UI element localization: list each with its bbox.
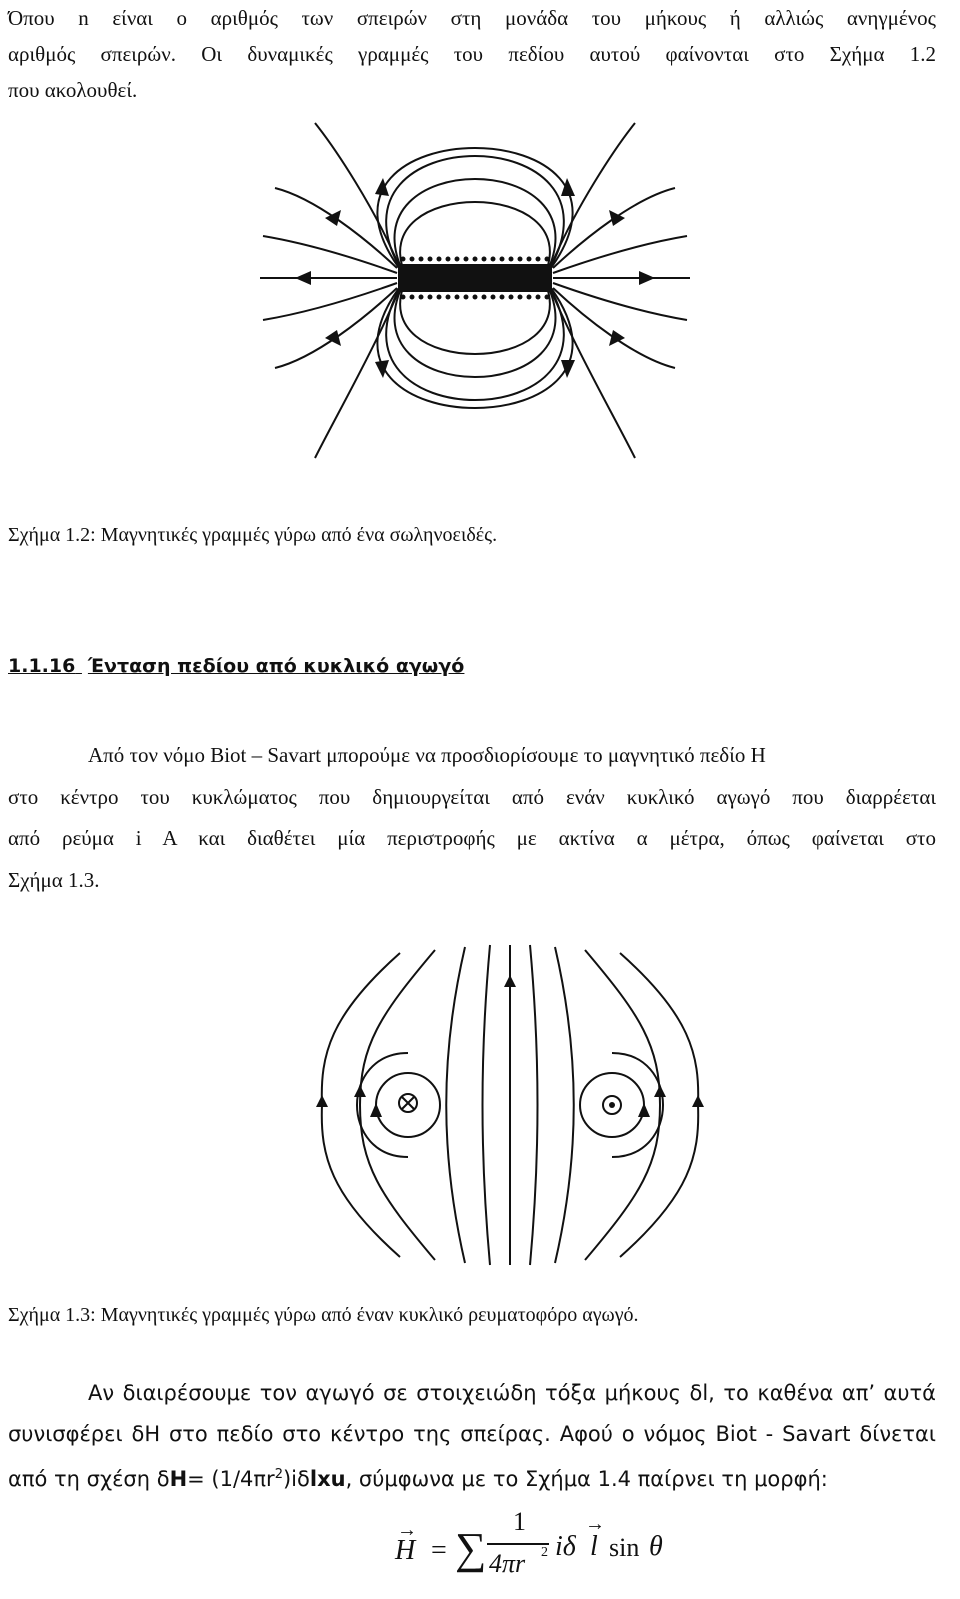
- p3-sup: 2: [274, 1467, 283, 1482]
- section-heading: [8, 655, 464, 677]
- figure1-caption: Σχήμα 1.2: Μαγνητικές γραμμές γύρω από ένα σωληνοειδές.: [8, 524, 498, 546]
- eq-fraction-bar: [487, 1543, 549, 1545]
- loop-field-lines-diagram: [300, 935, 720, 1275]
- p3-text-c: = (1/4πr: [187, 1467, 275, 1491]
- eq-theta: θ: [649, 1531, 663, 1562]
- paragraph2-line2: στο κέντρο του κυκλώματος που δημιουργείται από ενάν κυκλικό αγωγό που διαρρέεται: [8, 785, 936, 809]
- paragraph3-line2: συνισφέρει δΗ στο πεδίο στο κέντρο της σπείρας. Αφού ο νόμος Biot - Savart δίνεται: [8, 1422, 936, 1446]
- p3-text-d: )iδ: [282, 1467, 310, 1491]
- eq-denominator: 4πr: [489, 1549, 526, 1578]
- section-title: Ένταση πεδίου από κυκλικό αγωγό: [87, 655, 465, 677]
- paragraph1-line2: αριθμός σπειρών. Οι δυναμικές γραμμές του πεδίου αυτού φαίνονται στο Σχήμα 1.2: [8, 42, 936, 66]
- biot-savart-equation: [395, 1505, 695, 1595]
- p3-text-a: από τη σχέση δ: [8, 1467, 170, 1491]
- eq-lhs-arrow: →: [397, 1519, 417, 1541]
- paragraph3-line3: [8, 1464, 828, 1490]
- solenoid-field-lines-diagram: [255, 118, 695, 478]
- p3-bold-lxu: lxu: [309, 1467, 346, 1491]
- eq-lhs: H: [395, 1535, 416, 1566]
- loop-figure: [300, 935, 720, 1275]
- eq-vec-l: l: [590, 1531, 598, 1562]
- solenoid-figure: [255, 118, 695, 478]
- p3-text-f: , σύμφωνα με το Σχήμα 1.4 παίρνει τη μορφή:: [345, 1467, 828, 1491]
- paragraph2-line3: από ρεύμα i A και διαθέτει μία περιστροφής με ακτίνα α μέτρα, όπως φαίνεται στο: [8, 826, 936, 850]
- paragraph1-line3: που ακολουθεί.: [8, 78, 138, 102]
- eq-sin: sin: [609, 1533, 640, 1562]
- section-number: 1.1.16: [8, 655, 76, 677]
- eq-sum: ∑: [455, 1524, 487, 1573]
- eq-equals: =: [431, 1535, 447, 1566]
- paragraph2-line1: Από τον νόμο Biot – Savart μπορούμε να προσδιορίσουμε το μαγνητικό πεδίο Η: [88, 743, 766, 767]
- eq-l-arrow: →: [585, 1513, 605, 1535]
- paragraph3-line1: Αν διαιρέσουμε τον αγωγό σε στοιχειώδη τόξα μήκους δl, το καθένα απ’ αυτά: [88, 1381, 936, 1405]
- paragraph2-line4: Σχήμα 1.3.: [8, 868, 100, 892]
- paragraph1-line1: Όπου n είναι ο αριθμός των σπειρών στη μονάδα του μήκους ή αλλιώς ανηγμένος: [8, 6, 936, 30]
- figure2-caption: Σχήμα 1.3: Μαγνητικές γραμμές γύρω από έναν κυκλικό ρευματοφόρο αγωγό.: [8, 1304, 639, 1326]
- eq-term: iδ: [555, 1531, 576, 1562]
- eq-numerator: 1: [513, 1507, 526, 1536]
- p3-bold-h: H: [169, 1467, 188, 1491]
- eq-den-sup: 2: [541, 1545, 548, 1560]
